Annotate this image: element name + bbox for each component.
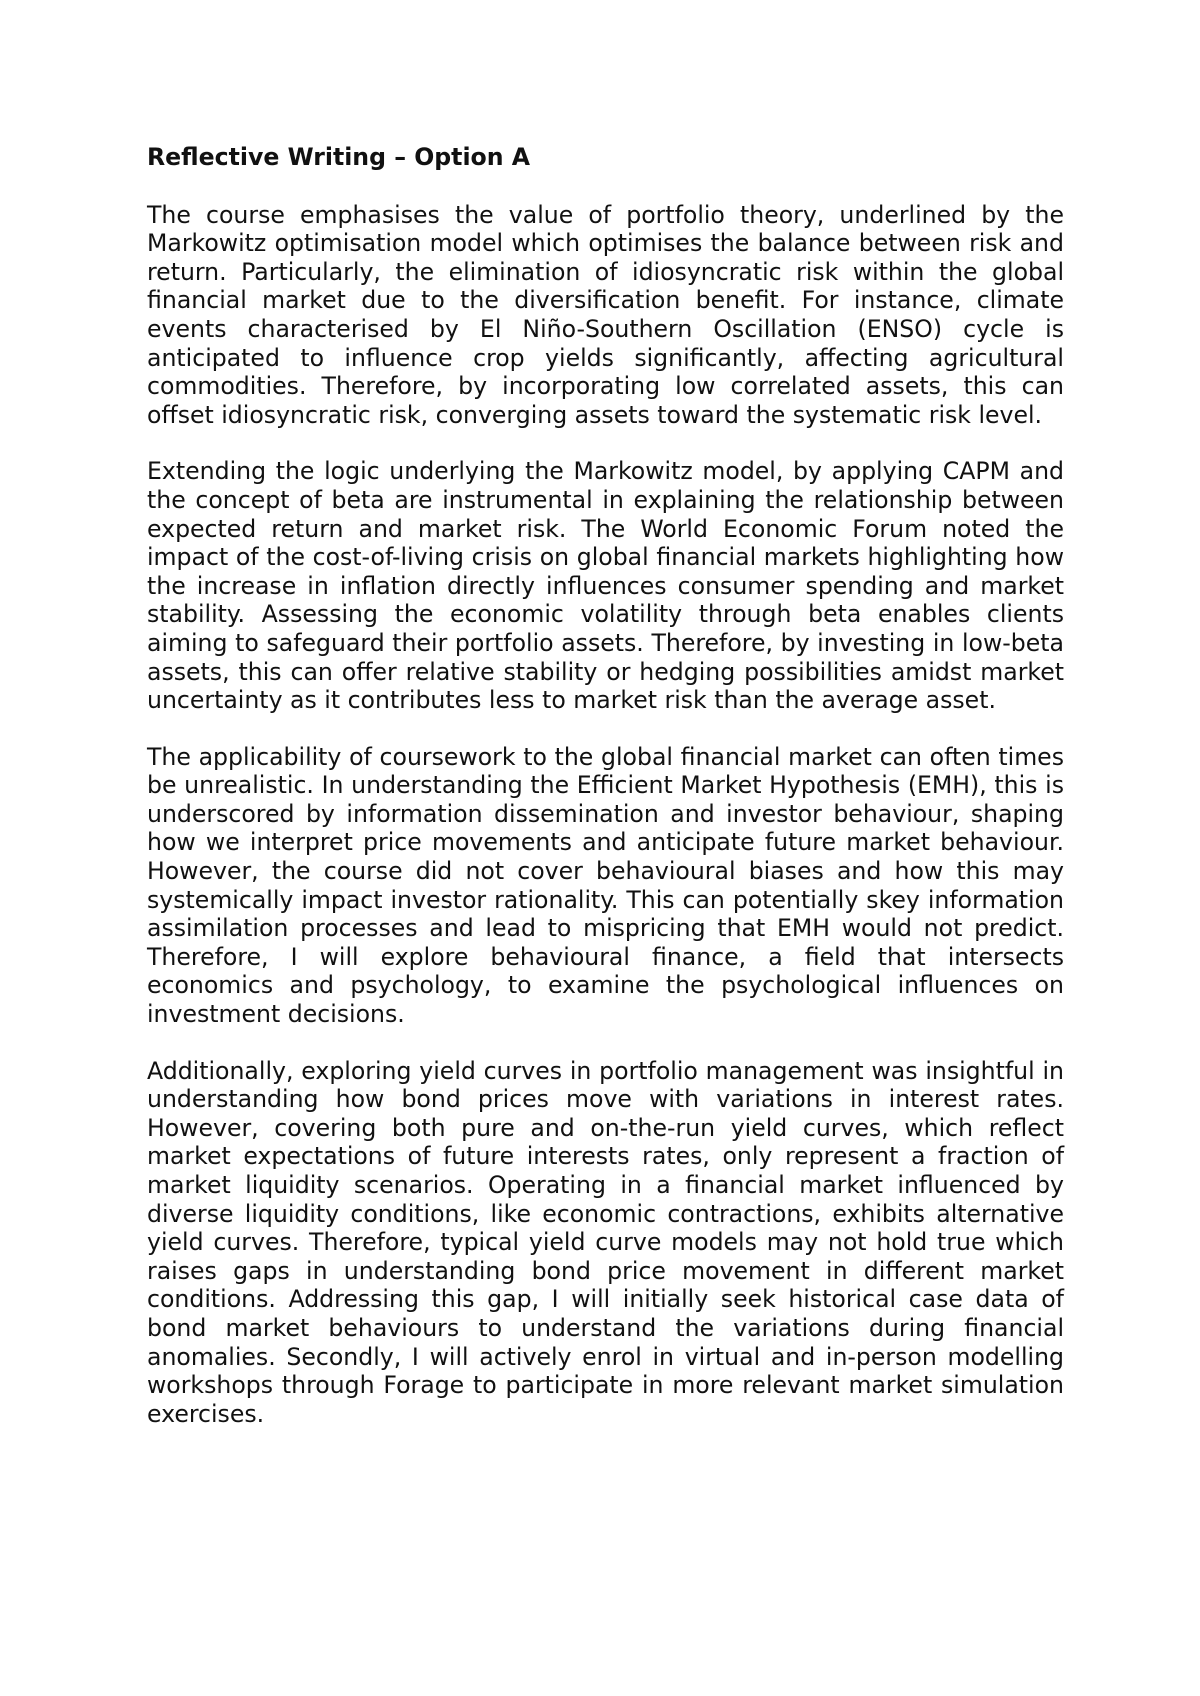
paragraph-emh: The applicability of coursework to the global financial market can often times be unrealistic. In understanding the Efficient Market Hypothesis (EMH), this is underscored by information dissemination and investor behaviour, shaping how we interpret price movements and anticipate future market behaviour. However, the course did not cover behavioural biases and how this may systemically impact investor rationality. This can potentially skey information assimilation processes and lead to mispricing that EMH would not predict. Therefore, I will explore behavioural finance, a field that intersects economics and psychology, to examine the psychological influences on investment decisions. (147, 742, 1064, 1029)
document-body (147, 143, 1064, 1456)
paragraph-capm-beta: Extending the logic underlying the Markowitz model, by applying CAPM and the concept of beta are instrumental in explaining the relationship between expected return and market risk. The World Economic Forum noted the impact of the cost-of-living crisis on global financial markets highlighting how the increase in inflation directly influences consumer spending and market stability. Assessing the economic volatility through beta enables clients aiming to safeguard their portfolio assets. Therefore, by investing in low-beta assets, this can offer relative stability or hedging possibilities amidst market uncertainty as it contributes less to market risk than the average asset. (147, 457, 1064, 715)
document-title: Reflective Writing – Option A (147, 143, 531, 171)
paragraph-portfolio-theory: The course emphasises the value of portfolio theory, underlined by the Markowitz optimisation model which optimises the balance between risk and return. Particularly, the elimination of idiosyncratic risk within the global financial market due to the diversification benefit. For instance, climate events characterised by El Niño-Southern Oscillation (ENSO) cycle is anticipated to influence crop yields significantly, affecting agricultural commodities. Therefore, by incorporating low correlated assets, this can offset idiosyncratic risk, converging assets toward the systematic risk level. (147, 200, 1064, 429)
paragraph-yield-curves: Additionally, exploring yield curves in portfolio management was insightful in understanding how bond prices move with variations in interest rates. However, covering both pure and on-the-run yield curves, which reflect market expectations of future interests rates, only represent a fraction of market liquidity scenarios. Operating in a financial market influenced by diverse liquidity conditions, like economic contractions, exhibits alternative yield curves. Therefore, typical yield curve models may not hold true which raises gaps in understanding bond price movement in different market conditions. Addressing this gap, I will initially seek historical case data of bond market behaviours to understand the variations during financial anomalies. Secondly, I will actively enrol in virtual and in-person modelling workshops through Forage to participate in more relevant market simulation exercises. (147, 1056, 1064, 1428)
